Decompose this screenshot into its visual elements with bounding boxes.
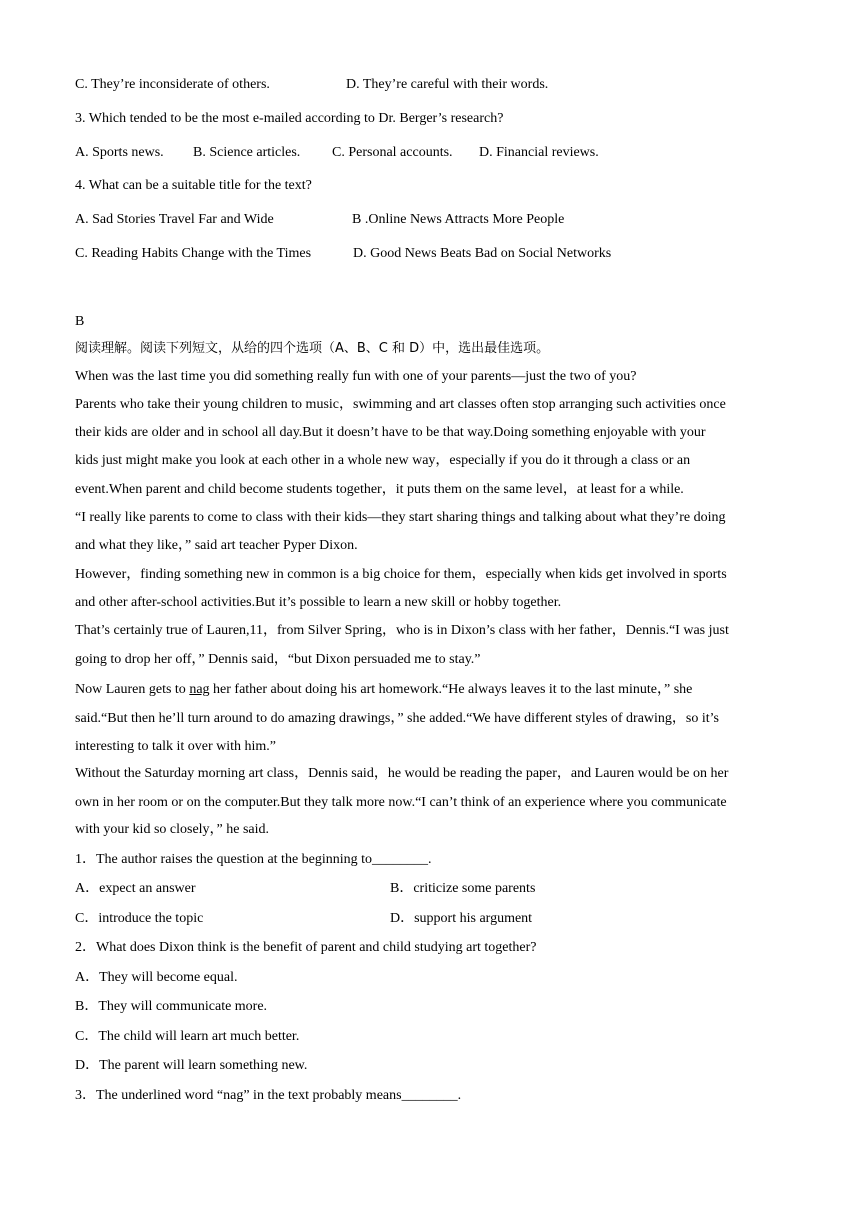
question-stem: 1．The author raises the question at the beginning to________. — [75, 852, 432, 867]
option-d: D．The parent will learn something new. — [75, 1058, 308, 1073]
question-stem: 4. What can be a suitable title for the text? — [75, 178, 312, 193]
passage-line: Parents who take their young children to music，swimming and art classes often stop arranging such activities once — [75, 397, 726, 412]
option-a: A. Sad Stories Travel Far and Wide — [75, 212, 274, 227]
option-c: C. They’re inconsiderate of others. — [75, 77, 270, 92]
passage-line — [75, 681, 692, 699]
option-d: D. They’re careful with their words. — [346, 77, 549, 92]
option-d: D. Financial reviews. — [479, 145, 599, 160]
passage-line: kids just might make you look at each other in a whole new way，especially if you do it through a class or an — [75, 453, 691, 468]
option-a: A．They will become equal. — [75, 970, 238, 985]
option-b: B．They will communicate more. — [75, 999, 268, 1014]
option-a: A. Sports news. — [75, 145, 164, 160]
passage-line: own in her room or on the computer.But they talk more now.“I can’t think of an experience where you communicate — [75, 795, 727, 810]
passage-line: their kids are older and in school all day.But it doesn’t have to be that way.Doing something enjoyable with your — [75, 425, 706, 440]
passage-line: “I really like parents to come to class with their kids—they start sharing things and talking about what they’re doing — [75, 510, 726, 525]
option-b: B．criticize some parents — [390, 881, 536, 896]
option-c: C. Personal accounts. — [332, 145, 453, 160]
option-c: C．introduce the topic — [75, 911, 204, 926]
passage-line: with your kid so closely，” he said. — [75, 822, 270, 837]
question-stem: 3．The underlined word “nag” in the text probably means________. — [75, 1088, 462, 1103]
option-b: B .Online News Attracts More People — [352, 212, 565, 227]
option-c: C．The child will learn art much better. — [75, 1029, 300, 1044]
passage-line: going to drop her off，” Dennis said，“but Dixon persuaded me to stay.” — [75, 652, 481, 667]
passage-line: When was the last time you did something really fun with one of your parents—just the two of you? — [75, 369, 637, 384]
option-d: D．support his argument — [390, 911, 533, 926]
passage-line: said.“But then he’ll turn around to do amazing drawings，” she added.“We have different styles of drawing，so it’s — [75, 711, 719, 726]
passage-line: However，finding something new in common is a big choice for them，especially when kids get involved in sports — [75, 567, 727, 582]
section-label: B — [75, 314, 85, 329]
section-instructions: 阅读理解。阅读下列短文，从给的四个选项（A、B、C 和 D）中，选出最佳选项。 — [75, 341, 550, 356]
passage-line: and what they like，” said art teacher Pyper Dixon. — [75, 538, 358, 553]
passage-line: event.When parent and child become students together，it puts them on the same level，at least for a while. — [75, 482, 684, 497]
passage-line: That’s certainly true of Lauren,11，from Silver Spring，who is in Dixon’s class with her father，Dennis.“I was just — [75, 623, 729, 638]
passage-line: interesting to talk it over with him.” — [75, 739, 277, 754]
passage-text: her father about doing his art homework.“He always leaves it to the last minute，” she — [209, 682, 693, 697]
question-stem: 2．What does Dixon think is the benefit of parent and child studying art together? — [75, 940, 537, 955]
underlined-word: nag — [189, 682, 210, 697]
passage-line: and other after-school activities.But it’s possible to learn a new skill or hobby together. — [75, 595, 562, 610]
option-c: C. Reading Habits Change with the Times — [75, 246, 312, 261]
passage-line: Without the Saturday morning art class，Dennis said，he would be reading the paper，and Lauren would be on her — [75, 766, 729, 781]
passage-text: Now Lauren gets to — [75, 682, 190, 697]
question-stem: 3. Which tended to be the most e-mailed according to Dr. Berger’s research? — [75, 111, 504, 126]
option-a: A．expect an answer — [75, 881, 196, 896]
option-b: B. Science articles. — [193, 145, 301, 160]
option-d: D. Good News Beats Bad on Social Networks — [353, 246, 612, 261]
